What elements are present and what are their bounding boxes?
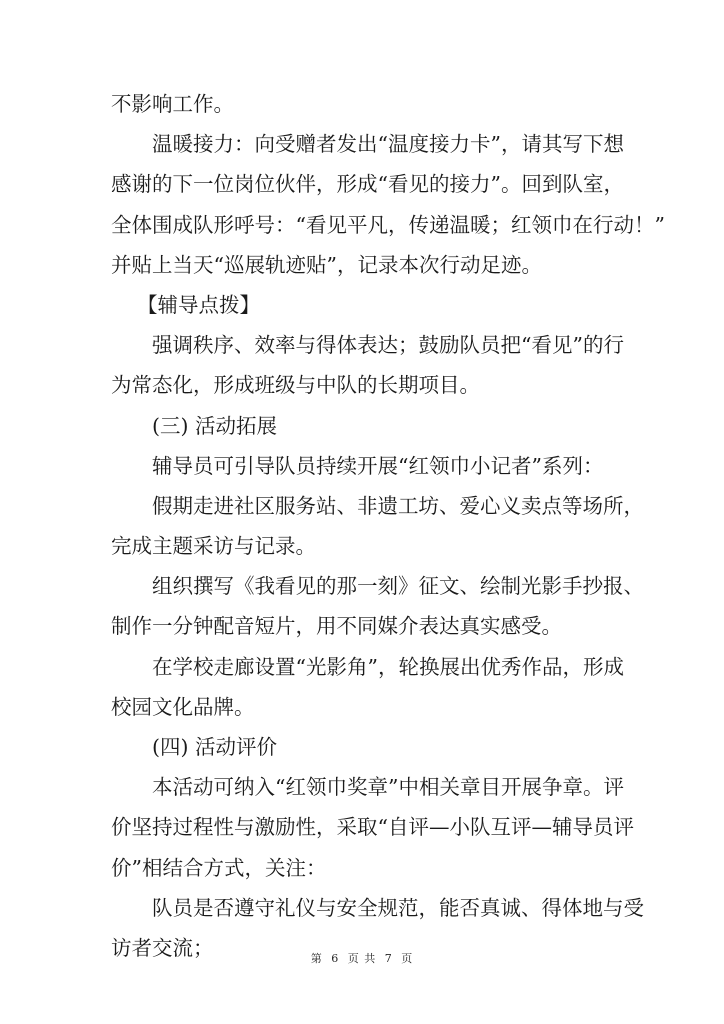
paragraph-line: 制作一分钟配音短片，用不同媒介表达真实感受。: [111, 614, 562, 639]
footer-middle: 页 共: [347, 952, 377, 965]
paragraph-line: 在学校走廊设置“光影角”，轮换展出优秀作品，形成: [152, 654, 624, 679]
footer-prefix: 第: [310, 952, 323, 965]
document-body: [111, 84, 665, 968]
section-heading: (四) 活动评价: [152, 735, 278, 759]
page-footer: [0, 950, 724, 966]
paragraph-line: 不影响工作。: [111, 92, 234, 116]
section-label: 【辅导点拨】: [137, 292, 260, 317]
paragraph-line: 队员是否遵守礼仪与安全规范，能否真诚、得体地与受: [152, 895, 644, 920]
paragraph-line: 校园文化品牌。: [111, 694, 255, 719]
paragraph-line: 访者交流；: [111, 935, 214, 960]
paragraph-line: 辅导员可引导队员持续开展“红领巾小记者”系列：: [152, 453, 604, 478]
paragraph-line: 价”相结合方式，关注：: [111, 855, 327, 880]
paragraph-line: 组织撰写《我看见的那一刻》征文、绘制光影手抄报、: [152, 574, 644, 599]
section-heading: (三) 活动拓展: [152, 413, 278, 438]
paragraph-line: 并贴上当天“巡展轨迹贴”，记录本次行动足迹。: [111, 252, 542, 277]
paragraph-line: 价坚持过程性与激励性，采取“自评—小队互评—辅导员评: [111, 815, 634, 840]
paragraph-line: 本活动可纳入“红领巾奖章”中相关章目开展争章。评: [152, 775, 624, 800]
paragraph-line: 强调秩序、效率与得体表达；鼓励队员把“看见”的行: [152, 333, 624, 358]
paragraph-line: 感谢的下一位岗位伙伴，形成“看见的接力”。回到队室，: [111, 172, 624, 197]
paragraph-line: 全体围成队形呼号：“看见平凡，传递温暖；红领巾在行动！”: [111, 212, 665, 237]
footer-suffix: 页: [401, 952, 414, 965]
total-page-count: 7: [384, 952, 393, 965]
paragraph-line: 假期走进社区服务站、非遗工坊、爱心义卖点等场所，: [152, 493, 644, 518]
current-page-number: 6: [331, 952, 340, 965]
paragraph-line: 完成主题采访与记录。: [111, 534, 316, 559]
paragraph-line: 为常态化，形成班级与中队的长期项目。: [111, 373, 480, 398]
paragraph-line: 温暖接力：向受赠者发出“温度接力卡”，请其写下想: [152, 132, 624, 157]
